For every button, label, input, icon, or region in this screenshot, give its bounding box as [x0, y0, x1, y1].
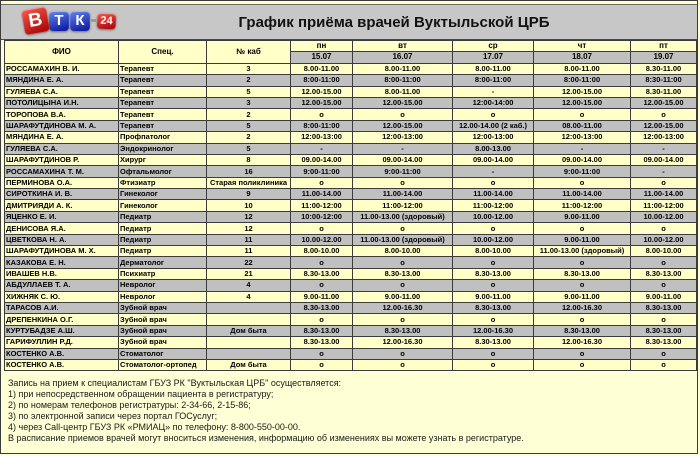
cabinet: 16	[207, 166, 291, 177]
doctor-name: РОССАМАХИН В. И.	[5, 63, 119, 74]
schedule-body	[5, 63, 697, 371]
doctor-name: ПОТОЛИЦЫНА И.Н.	[5, 97, 119, 108]
time-fri: о	[631, 359, 697, 370]
time-thu: о	[534, 223, 631, 234]
cabinet: 3	[207, 63, 291, 74]
cabinet: 5	[207, 143, 291, 154]
time-tue: 11:00-12:00	[353, 200, 453, 211]
time-mon: 10:00-12:00	[291, 211, 353, 222]
time-wed: 11.00-14.00	[453, 189, 534, 200]
specialty: Терапевт	[119, 97, 207, 108]
logo-tile-v: В	[21, 6, 50, 35]
time-wed: о	[453, 314, 534, 325]
time-wed: 09.00-14.00	[453, 154, 534, 165]
doctor-name: ТАРАСОВ А.И.	[5, 302, 119, 313]
cabinet: 12	[207, 211, 291, 222]
table-row	[5, 246, 697, 257]
specialty: Зубной врач	[119, 337, 207, 348]
time-tue: 12.00-16.30	[353, 302, 453, 313]
table-row	[5, 132, 697, 143]
time-mon: 8:00-11:00	[291, 75, 353, 86]
time-wed: 10.00-12.00	[453, 211, 534, 222]
time-fri: 8.00-10.00	[631, 246, 697, 257]
time-wed: 8:00-11:00	[453, 75, 534, 86]
specialty: Гинеколог	[119, 200, 207, 211]
table-row	[5, 223, 697, 234]
time-tue: о	[353, 177, 453, 188]
day-header-wed: ср	[453, 41, 534, 52]
time-thu: о	[534, 109, 631, 120]
header-row-days	[5, 41, 697, 52]
specialty: Педиатр	[119, 223, 207, 234]
footer-line: Запись на прием к специалистам ГБУЗ РК "Вуктыльская ЦРБ" осуществляется:	[8, 378, 342, 389]
footer-line: В расписание приемов врачей могут вноситься изменения, информацию об изменениях вы можете узнать в регистратуре.	[8, 433, 524, 444]
time-mon: 12:00-13:00	[291, 132, 353, 143]
time-tue: о	[353, 257, 453, 268]
time-tue: -	[353, 143, 453, 154]
time-mon: 11.00-14.00	[291, 189, 353, 200]
table-row	[5, 75, 697, 86]
specialty: Зубной врач	[119, 325, 207, 336]
time-wed: 12.00-16.30	[453, 325, 534, 336]
time-fri: о	[631, 280, 697, 291]
cabinet: 11	[207, 246, 291, 257]
time-fri: -	[631, 143, 697, 154]
time-mon: о	[291, 314, 353, 325]
time-thu: 12.00-16.30	[534, 302, 631, 313]
specialty: Зубной врач	[119, 314, 207, 325]
table-row	[5, 280, 697, 291]
time-wed: 9.00-11.00	[453, 291, 534, 302]
time-wed: о	[453, 257, 534, 268]
time-tue: 8.00-10.00	[353, 246, 453, 257]
time-mon: 8.30-13.00	[291, 302, 353, 313]
time-fri: 11:00-12:00	[631, 200, 697, 211]
specialty: Терапевт	[119, 120, 207, 131]
date-thu: 18.07	[534, 52, 631, 63]
table-row	[5, 314, 697, 325]
doctor-name: МЯНДИНА Е. А.	[5, 75, 119, 86]
cabinet: 2	[207, 75, 291, 86]
time-wed: о	[453, 177, 534, 188]
doctor-name: КУРТУБАДЗЕ А.Ш.	[5, 325, 119, 336]
logo-tile-t: Т	[49, 11, 69, 31]
time-mon: -	[291, 143, 353, 154]
time-thu: 11.00-14.00	[534, 189, 631, 200]
time-mon: о	[291, 109, 353, 120]
col-header-fio: ФИО	[5, 41, 119, 64]
time-thu: 12.00-15.00	[534, 97, 631, 108]
logo-tile-k: К	[70, 11, 90, 31]
time-fri: о	[631, 257, 697, 268]
doctor-name: ДЕНИСОВА Я.А.	[5, 223, 119, 234]
time-thu: 9.00-11.00	[534, 291, 631, 302]
specialty: Гинеколог	[119, 189, 207, 200]
doctor-name: КАЗАКОВА Е. Н.	[5, 257, 119, 268]
doctor-name: ГАРИФУЛЛИН Р.Д.	[5, 337, 119, 348]
time-mon: 8.30-13.00	[291, 268, 353, 279]
time-fri: 8.30-11.00	[631, 63, 697, 74]
specialty: Эндокринолог	[119, 143, 207, 154]
footer-line: 3) по электронной записи через портал ГОСуслуг;	[8, 411, 218, 422]
date-mon: 15.07	[291, 52, 353, 63]
footer-line: 2) по номерам телефонов регистратуры: 2-34-66, 2-15-86;	[8, 400, 251, 411]
time-tue: о	[353, 109, 453, 120]
time-thu: 08.00-11.00	[534, 120, 631, 131]
time-mon: о	[291, 359, 353, 370]
doctor-name: КОСТЕНКО А.В.	[5, 348, 119, 359]
specialty: Офтальмолог	[119, 166, 207, 177]
cabinet: 21	[207, 268, 291, 279]
time-wed: о	[453, 109, 534, 120]
specialty: Невролог	[119, 280, 207, 291]
table-row	[5, 325, 697, 336]
time-thu: 8.00-11.00	[534, 63, 631, 74]
time-fri: о	[631, 109, 697, 120]
cabinet	[207, 302, 291, 313]
table-row	[5, 189, 697, 200]
time-tue: 9:00-11:00	[353, 166, 453, 177]
cabinet: 9	[207, 189, 291, 200]
time-thu: 9.00-11.00	[534, 211, 631, 222]
cabinet: 4	[207, 291, 291, 302]
time-tue: о	[353, 223, 453, 234]
specialty: Профпатолог	[119, 132, 207, 143]
time-mon: о	[291, 280, 353, 291]
table-row	[5, 302, 697, 313]
day-header-mon: пн	[291, 41, 353, 52]
doctors-schedule-table	[4, 40, 697, 371]
date-fri: 19.07	[631, 52, 697, 63]
time-wed: 11:00-12:00	[453, 200, 534, 211]
time-tue: 9.00-11.00	[353, 291, 453, 302]
time-fri: 12:00-13:00	[631, 132, 697, 143]
time-mon: 8.00-10.00	[291, 246, 353, 257]
time-fri: 10.00-12.00	[631, 234, 697, 245]
time-thu: 9:00-11:00	[534, 166, 631, 177]
time-thu: 12.00-16.30	[534, 337, 631, 348]
cabinet: Дом быта	[207, 359, 291, 370]
time-tue: 8:00-11:00	[353, 75, 453, 86]
col-header-spec: Спец.	[119, 41, 207, 64]
cabinet: 8	[207, 154, 291, 165]
time-thu: 09.00-14.00	[534, 154, 631, 165]
time-wed: о	[453, 348, 534, 359]
table-row	[5, 291, 697, 302]
time-tue: о	[353, 280, 453, 291]
time-thu: 8.30-13.00	[534, 325, 631, 336]
date-tue: 16.07	[353, 52, 453, 63]
day-header-fri: пт	[631, 41, 697, 52]
doctor-name: РОССАМАХИНА Т. М.	[5, 166, 119, 177]
time-mon: 8.00-11.00	[291, 63, 353, 74]
btk24-logo	[23, 8, 116, 33]
time-mon: 10.00-12.00	[291, 234, 353, 245]
table-row	[5, 97, 697, 108]
time-mon: 9:00-11:00	[291, 166, 353, 177]
time-fri: 8.30-13.00	[631, 325, 697, 336]
time-tue: 12.00-16.30	[353, 337, 453, 348]
time-mon: о	[291, 348, 353, 359]
time-thu: о	[534, 359, 631, 370]
table-row	[5, 348, 697, 359]
time-mon: 11:00-12:00	[291, 200, 353, 211]
time-fri: 12.00-15.00	[631, 120, 697, 131]
time-fri: 9.00-11.00	[631, 291, 697, 302]
specialty: Стоматолог-ортопед	[119, 359, 207, 370]
time-wed: 8.30-13.00	[453, 302, 534, 313]
cabinet: 10	[207, 200, 291, 211]
specialty: Невролог	[119, 291, 207, 302]
day-header-tue: вт	[353, 41, 453, 52]
time-mon: 09.00-14.00	[291, 154, 353, 165]
footer-line: 4) через Call-центр ГБУЗ РК «РМИАЦ» по телефону: 8-800-550-00-00.	[8, 422, 301, 433]
cabinet: 4	[207, 280, 291, 291]
table-row	[5, 337, 697, 348]
specialty: Терапевт	[119, 75, 207, 86]
time-mon: 8.30-13.00	[291, 325, 353, 336]
cabinet	[207, 348, 291, 359]
cabinet: 5	[207, 120, 291, 131]
time-tue: 11.00-13.00 (здоровый)	[353, 211, 453, 222]
time-thu: 8.30-13.00	[534, 268, 631, 279]
doctor-name: ДРЕПЕНКИНА О.Г.	[5, 314, 119, 325]
specialty: Дерматолог	[119, 257, 207, 268]
time-wed: 8.00-11.00	[453, 63, 534, 74]
col-header-cab: № каб	[207, 41, 291, 64]
table-row	[5, 257, 697, 268]
cabinet: 11	[207, 234, 291, 245]
time-wed: 8.00-13.00	[453, 143, 534, 154]
time-fri: 11.00-14.00	[631, 189, 697, 200]
doctor-name: ТОРОПОВА В.А.	[5, 109, 119, 120]
specialty: Фтизиатр	[119, 177, 207, 188]
time-wed: о	[453, 223, 534, 234]
cabinet: 3	[207, 97, 291, 108]
table-row	[5, 63, 697, 74]
table-row	[5, 120, 697, 131]
cabinet: Старая поликлиника	[207, 177, 291, 188]
time-wed: -	[453, 166, 534, 177]
time-fri: о	[631, 348, 697, 359]
specialty: Терапевт	[119, 109, 207, 120]
time-fri: о	[631, 223, 697, 234]
doctor-name: ЯЦЕНКО Е. И.	[5, 211, 119, 222]
doctor-name: ИВАШЕВ Н.В.	[5, 268, 119, 279]
table-row	[5, 359, 697, 370]
header-band	[1, 5, 697, 40]
cabinet: 5	[207, 86, 291, 97]
time-wed: 8.30-13.00	[453, 268, 534, 279]
time-tue: 11.00-14.00	[353, 189, 453, 200]
time-tue: 09.00-14.00	[353, 154, 453, 165]
table-row	[5, 166, 697, 177]
doctor-name: АБДУЛЛАЕВ Т. А.	[5, 280, 119, 291]
time-fri: о	[631, 177, 697, 188]
date-wed: 17.07	[453, 52, 534, 63]
cabinet: 2	[207, 132, 291, 143]
time-wed: 8.00-10.00	[453, 246, 534, 257]
time-mon: 9.00-11.00	[291, 291, 353, 302]
table-row	[5, 109, 697, 120]
time-tue: 12.00-15.00	[353, 97, 453, 108]
time-fri: о	[631, 314, 697, 325]
time-mon: о	[291, 257, 353, 268]
day-header-thu: чт	[534, 41, 631, 52]
cabinet: 22	[207, 257, 291, 268]
time-mon: 12.00-15.00	[291, 97, 353, 108]
time-tue: 8.00-11.00	[353, 63, 453, 74]
time-tue: 8.00-11.00	[353, 86, 453, 97]
cabinet: 2	[207, 109, 291, 120]
specialty: Педиатр	[119, 234, 207, 245]
time-wed: 12:00-13:00	[453, 132, 534, 143]
time-mon: 8:00-11:00	[291, 120, 353, 131]
time-tue: о	[353, 314, 453, 325]
time-fri: 8.30-13.00	[631, 268, 697, 279]
table-row	[5, 86, 697, 97]
doctor-name: СИРОТКИНА И. В.	[5, 189, 119, 200]
time-thu: 8:00-11:00	[534, 75, 631, 86]
doctor-name: ПЕРМИНОВА О.А.	[5, 177, 119, 188]
time-thu: 12.00-15.00	[534, 86, 631, 97]
time-fri: 8:30-11:00	[631, 75, 697, 86]
time-thu: 9.00-11.00	[534, 234, 631, 245]
doctor-name: ГУЛЯЕВА С.А.	[5, 86, 119, 97]
page-title: График приёма врачей Вуктыльской ЦРБ	[238, 13, 550, 31]
time-wed: 12.00-14.00 (2 каб.)	[453, 120, 534, 131]
time-tue: 12.00-15.00	[353, 120, 453, 131]
time-fri: -	[631, 166, 697, 177]
time-fri: 10.00-12.00	[631, 211, 697, 222]
time-thu: о	[534, 314, 631, 325]
table-row	[5, 268, 697, 279]
time-tue: 12:00-13:00	[353, 132, 453, 143]
doctor-name: ШАРАФУТДИНОВА М. Х.	[5, 246, 119, 257]
doctor-name: ГУЛЯЕВА С.А.	[5, 143, 119, 154]
doctor-name: КОСТЕНКО А.В.	[5, 359, 119, 370]
cabinet: Дом быта	[207, 325, 291, 336]
time-mon: о	[291, 223, 353, 234]
table-row	[5, 211, 697, 222]
table-row	[5, 177, 697, 188]
specialty: Стоматолог	[119, 348, 207, 359]
specialty: Педиатр	[119, 246, 207, 257]
time-thu: о	[534, 280, 631, 291]
specialty: Хирург	[119, 154, 207, 165]
cabinet: 12	[207, 223, 291, 234]
doctor-name: ХИЖНЯК С. Ю.	[5, 291, 119, 302]
logo-tile-24: 24	[97, 12, 117, 29]
time-wed: 8.30-13.00	[453, 337, 534, 348]
time-fri: 8.30-13.00	[631, 302, 697, 313]
time-tue: о	[353, 359, 453, 370]
time-tue: 8.30-13.00	[353, 268, 453, 279]
specialty: Терапевт	[119, 86, 207, 97]
time-thu: 11:00-12:00	[534, 200, 631, 211]
time-mon: 8.30-13.00	[291, 337, 353, 348]
time-thu: о	[534, 348, 631, 359]
footer-line: 1) при непосредственном обращении пациента в регистратуру;	[8, 389, 274, 400]
doctor-name: ЦВЕТКОВА Н. А.	[5, 234, 119, 245]
specialty: Зубной врач	[119, 302, 207, 313]
table-row	[5, 200, 697, 211]
time-wed: 10.00-12.00	[453, 234, 534, 245]
time-tue: 11.00-13.00 (здоровый)	[353, 234, 453, 245]
time-thu: -	[534, 143, 631, 154]
doctor-name: ШАРАФУТДИНОВ Р.	[5, 154, 119, 165]
time-tue: 8.30-13.00	[353, 325, 453, 336]
time-fri: 12.00-15.00	[631, 97, 697, 108]
table-row	[5, 154, 697, 165]
specialty: Психиатр	[119, 268, 207, 279]
time-thu: 11.00-13.00 (здоровый)	[534, 246, 631, 257]
table-row	[5, 234, 697, 245]
logo-dash	[91, 19, 96, 22]
cabinet	[207, 337, 291, 348]
time-thu: 12:00-13:00	[534, 132, 631, 143]
time-mon: 12.00-15.00	[291, 86, 353, 97]
footer-notes	[1, 371, 697, 444]
time-fri: 09.00-14.00	[631, 154, 697, 165]
specialty: Педиатр	[119, 211, 207, 222]
time-thu: о	[534, 177, 631, 188]
time-tue: о	[353, 348, 453, 359]
table-row	[5, 143, 697, 154]
cabinet	[207, 314, 291, 325]
time-thu: о	[534, 257, 631, 268]
time-wed: о	[453, 359, 534, 370]
time-mon: о	[291, 177, 353, 188]
time-wed: 12:00-14:00	[453, 97, 534, 108]
time-fri: 8.30-13.00	[631, 337, 697, 348]
time-wed: -	[453, 86, 534, 97]
doctor-name: ДМИТРИЯДИ А. К.	[5, 200, 119, 211]
doctor-name: ШАРАФУТДИНОВА М. А.	[5, 120, 119, 131]
time-fri: 8.30-11.00	[631, 86, 697, 97]
time-wed: о	[453, 280, 534, 291]
doctor-name: МЯНДИНА Е. А.	[5, 132, 119, 143]
specialty: Терапевт	[119, 63, 207, 74]
